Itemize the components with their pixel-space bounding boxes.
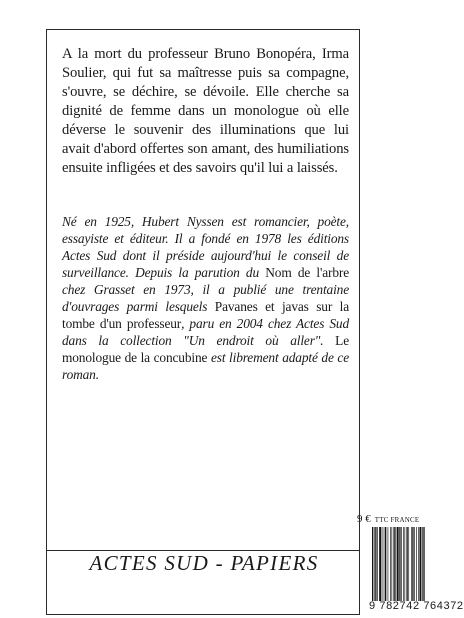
- bio-text-2: chez Grasset en 1973, il a publié une trentaine d'ouvrages parmi lesquels: [62, 282, 349, 314]
- back-cover-blurb: [62, 45, 349, 178]
- bio-text-3: , paru en 2004 chez Actes Sud dans la collection "Un endroit où aller".: [62, 316, 349, 348]
- author-bio: [62, 213, 349, 383]
- bio-title-2: Pavanes et javas sur la tombe d'un professeur: [62, 299, 349, 331]
- blurb-paragraph: A la mort du professeur Bruno Bonopéra, Irma Soulier, qui fut sa maîtresse puis sa compagne, s'ouvre, se déchire, se dévoile. Elle cherche sa dignité de femme dans un monologue où elle déverse le souvenir des illuminations que lui avait d'abord offertes son amant, des humiliations ensuite infligées et des savoirs qu'il lui a laissés.: [62, 46, 349, 176]
- price-amount: 9 €: [357, 513, 371, 525]
- bio-text-1: Né en 1925, Hubert Nyssen est romancier, poète, essayiste et éditeur. Il a fondé en 1978 les éditions Actes Sud dont il préside aujourd'hui le conseil de surveillance. Depuis la parution du: [62, 214, 349, 280]
- bio-title-3: Le monologue de la concubine: [62, 333, 349, 365]
- bio-text-4: est librement adapté de ce roman.: [62, 350, 350, 382]
- isbn-barcode: [372, 527, 440, 601]
- bio-paragraph: [62, 213, 349, 383]
- bio-title-1: Nom de l'arbre: [265, 265, 349, 280]
- isbn-number: 9 782742 764372: [369, 600, 464, 612]
- price-tax-note: TTC FRANCE: [374, 516, 420, 524]
- price-label: [357, 513, 419, 525]
- publisher-imprint: ACTES SUD - PAPIERS: [89, 551, 319, 575]
